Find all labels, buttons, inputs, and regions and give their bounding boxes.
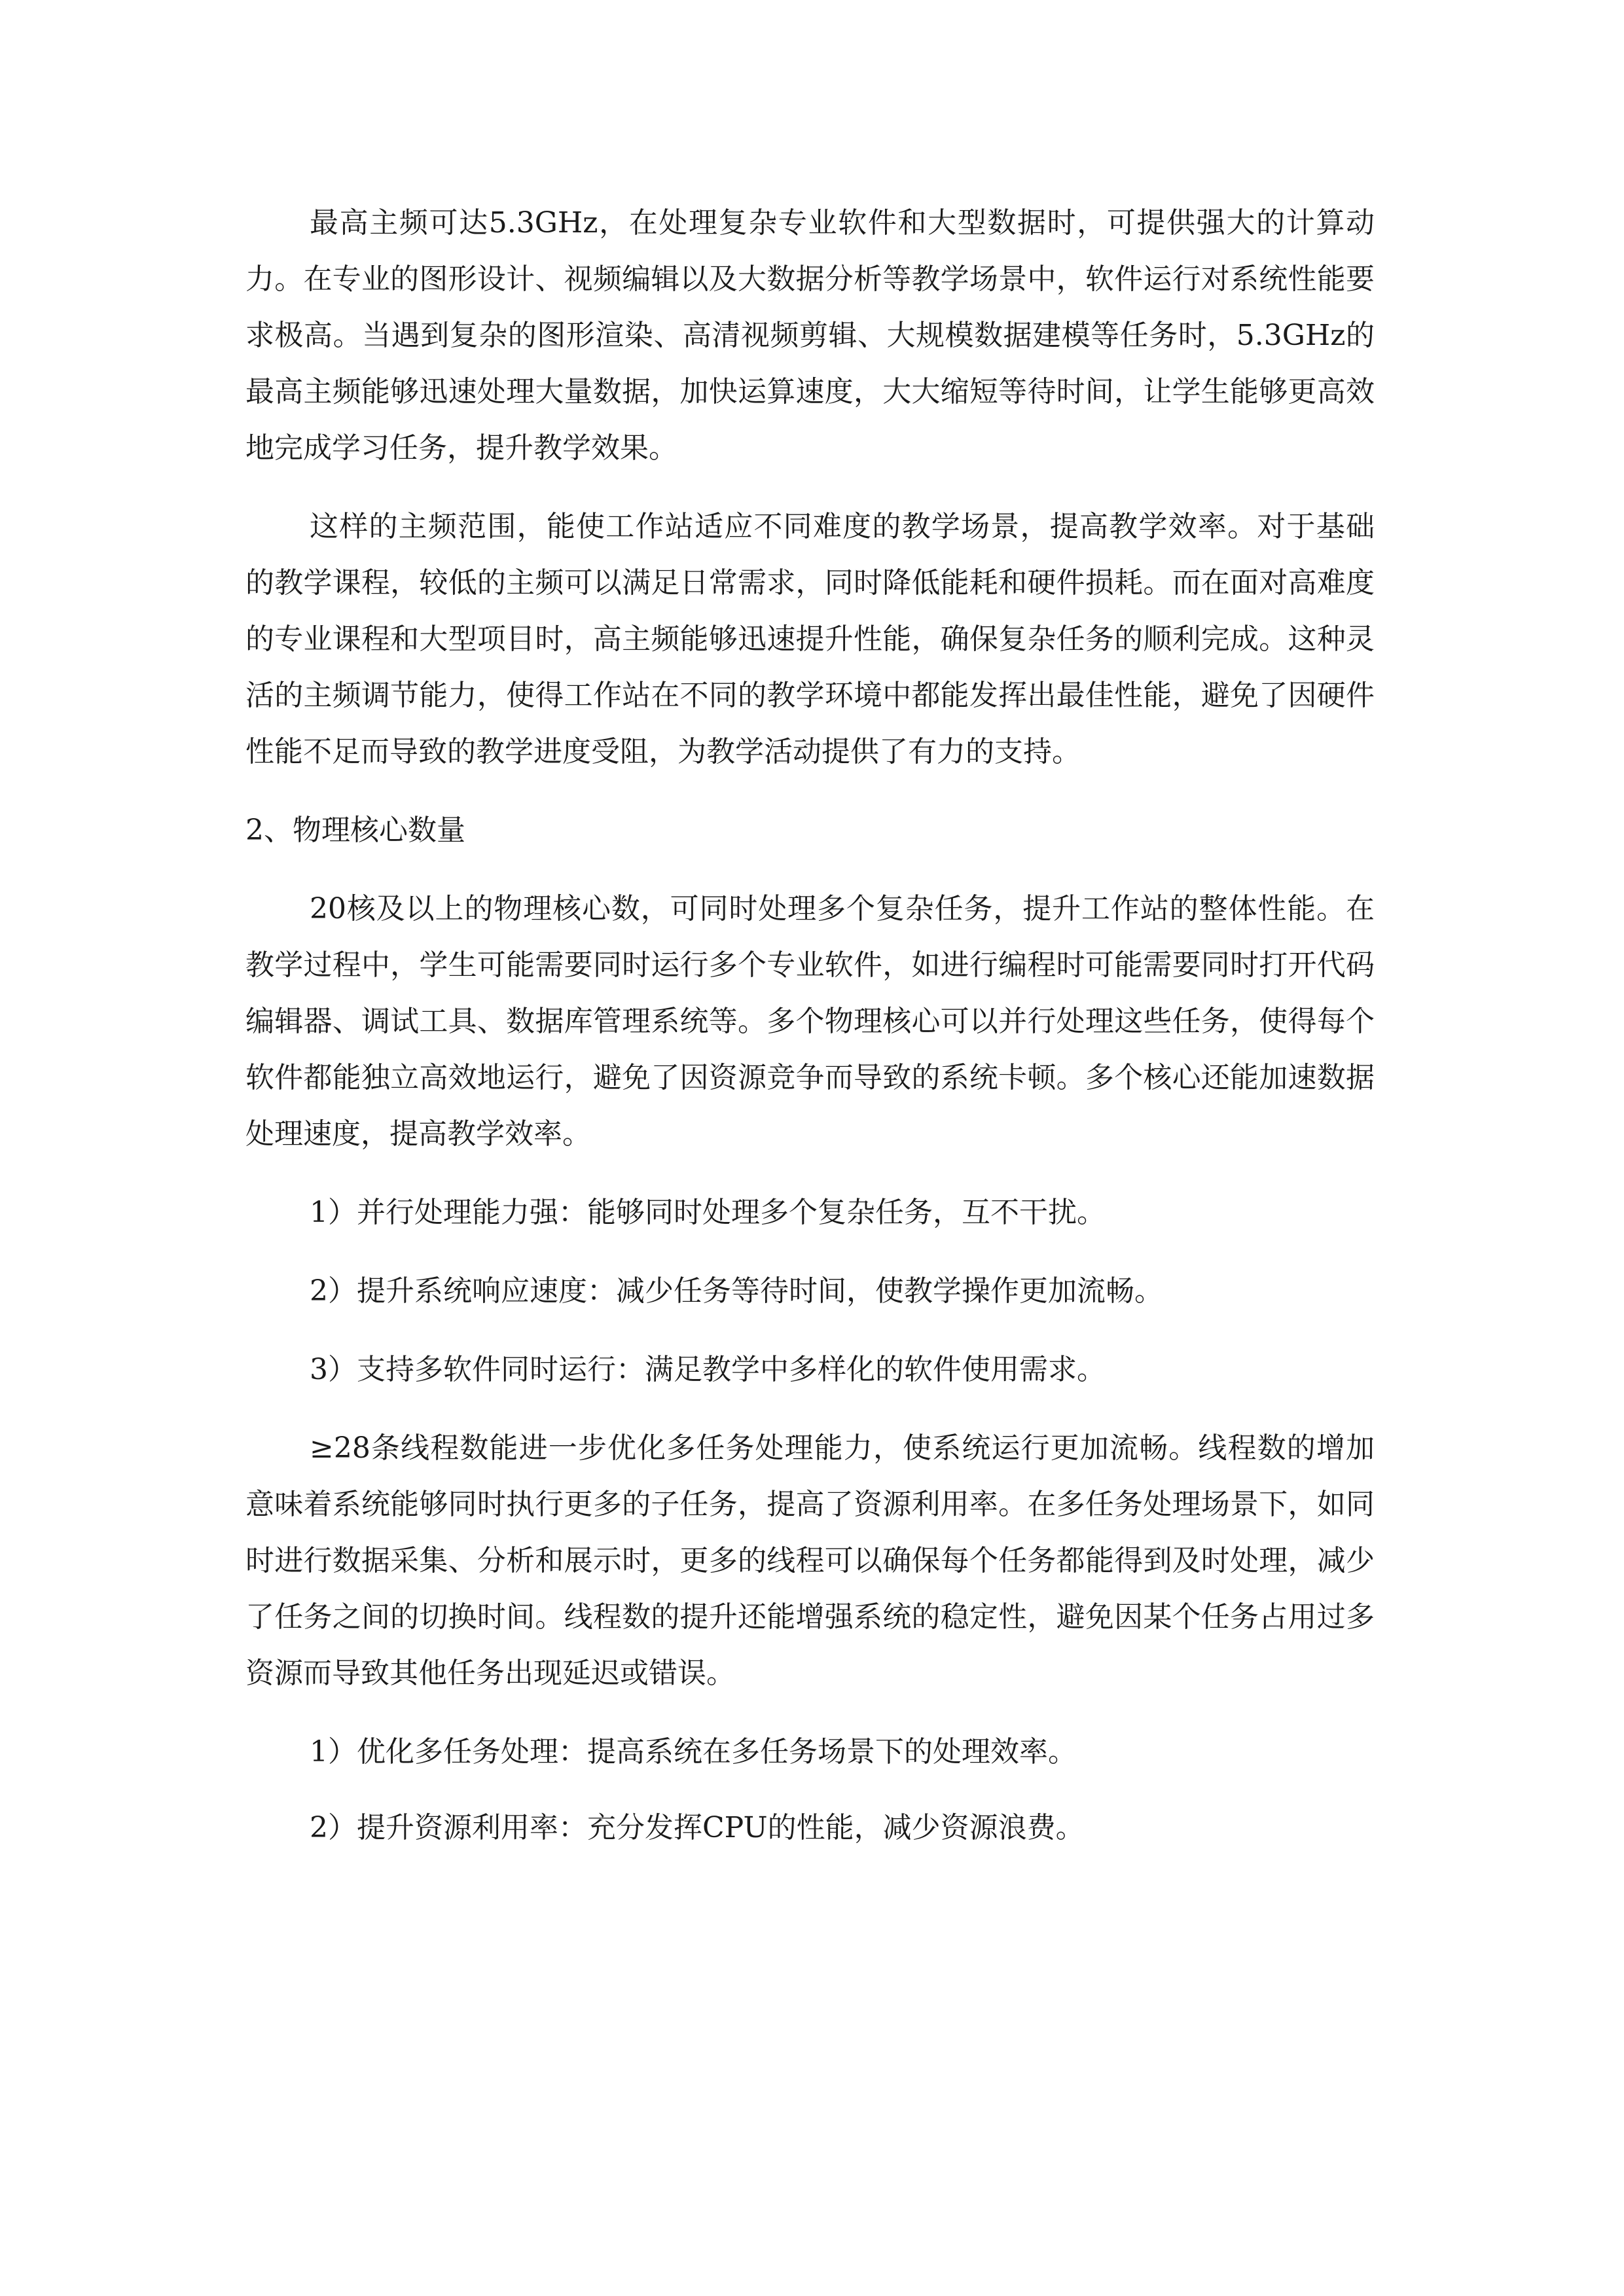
paragraph-frequency-range: 这样的主频范围，能使工作站适应不同难度的教学场景，提高教学效率。对于基础的教学课程，较低的主频可以满足日常需求，同时降低能耗和硬件损耗。而在面对高难度的专业课程和大型项目时，高主频能够迅速提升性能，确保复杂任务的顺利完成。这种灵活的主频调节能力，使得工作站在不同的教学环境中都能发挥出最佳性能，避免了因硬件性能不足而导致的教学进度受阻，为教学活动提供了有力的支持。 <box>245 510 1375 768</box>
paragraph-max-frequency: 最高主频可达5.3GHz，在处理复杂专业软件和大型数据时，可提供强大的计算动力。在专业的图形设计、视频编辑以及大数据分析等教学场景中，软件运行对系统性能要求极高。当遇到复杂的图形渲染、高清视频剪辑、大规模数据建模等任务时，5.3GHz的最高主频能够迅速处理大量数据，加快运算速度，大大缩短等待时间，让学生能够更高效地完成学习任务，提升教学效果。 <box>245 206 1375 465</box>
document-page <box>245 195 1375 1856</box>
list-item-response-speed: 2）提升系统响应速度：减少任务等待时间，使教学操作更加流畅。 <box>310 1274 1163 1308</box>
section-heading-physical-cores: 2、物理核心数量 <box>245 814 465 847</box>
list-item-resource-utilization: 2）提升资源利用率：充分发挥CPU的性能，减少资源浪费。 <box>310 1811 1085 1844</box>
paragraph-physical-cores: 20核及以上的物理核心数，可同时处理多个复杂任务，提升工作站的整体性能。在教学过程中，学生可能需要同时运行多个专业软件，如进行编程时可能需要同时打开代码编辑器、调试工具、数据库管理系统等。多个物理核心可以并行处理这些任务，使得每个软件都能独立高效地运行，避免了因资源竞争而导致的系统卡顿。多个核心还能加速数据处理速度，提高教学效率。 <box>245 892 1375 1151</box>
list-item-multi-software: 3）支持多软件同时运行：满足教学中多样化的软件使用需求。 <box>310 1353 1106 1386</box>
list-item-multitask-optimization: 1）优化多任务处理：提高系统在多任务场景下的处理效率。 <box>310 1735 1077 1768</box>
list-item-parallel-processing: 1）并行处理能力强：能够同时处理多个复杂任务，互不干扰。 <box>310 1196 1106 1229</box>
paragraph-thread-count: ≥28条线程数能进一步优化多任务处理能力，使系统运行更加流畅。线程数的增加意味着系统能够同时执行更多的子任务，提高了资源利用率。在多任务处理场景下，如同时进行数据采集、分析和展示时，更多的线程可以确保每个任务都能得到及时处理，减少了任务之间的切换时间。线程数的提升还能增强系统的稳定性，避免因某个任务占用过多资源而导致其他任务出现延迟或错误。 <box>245 1431 1375 1690</box>
